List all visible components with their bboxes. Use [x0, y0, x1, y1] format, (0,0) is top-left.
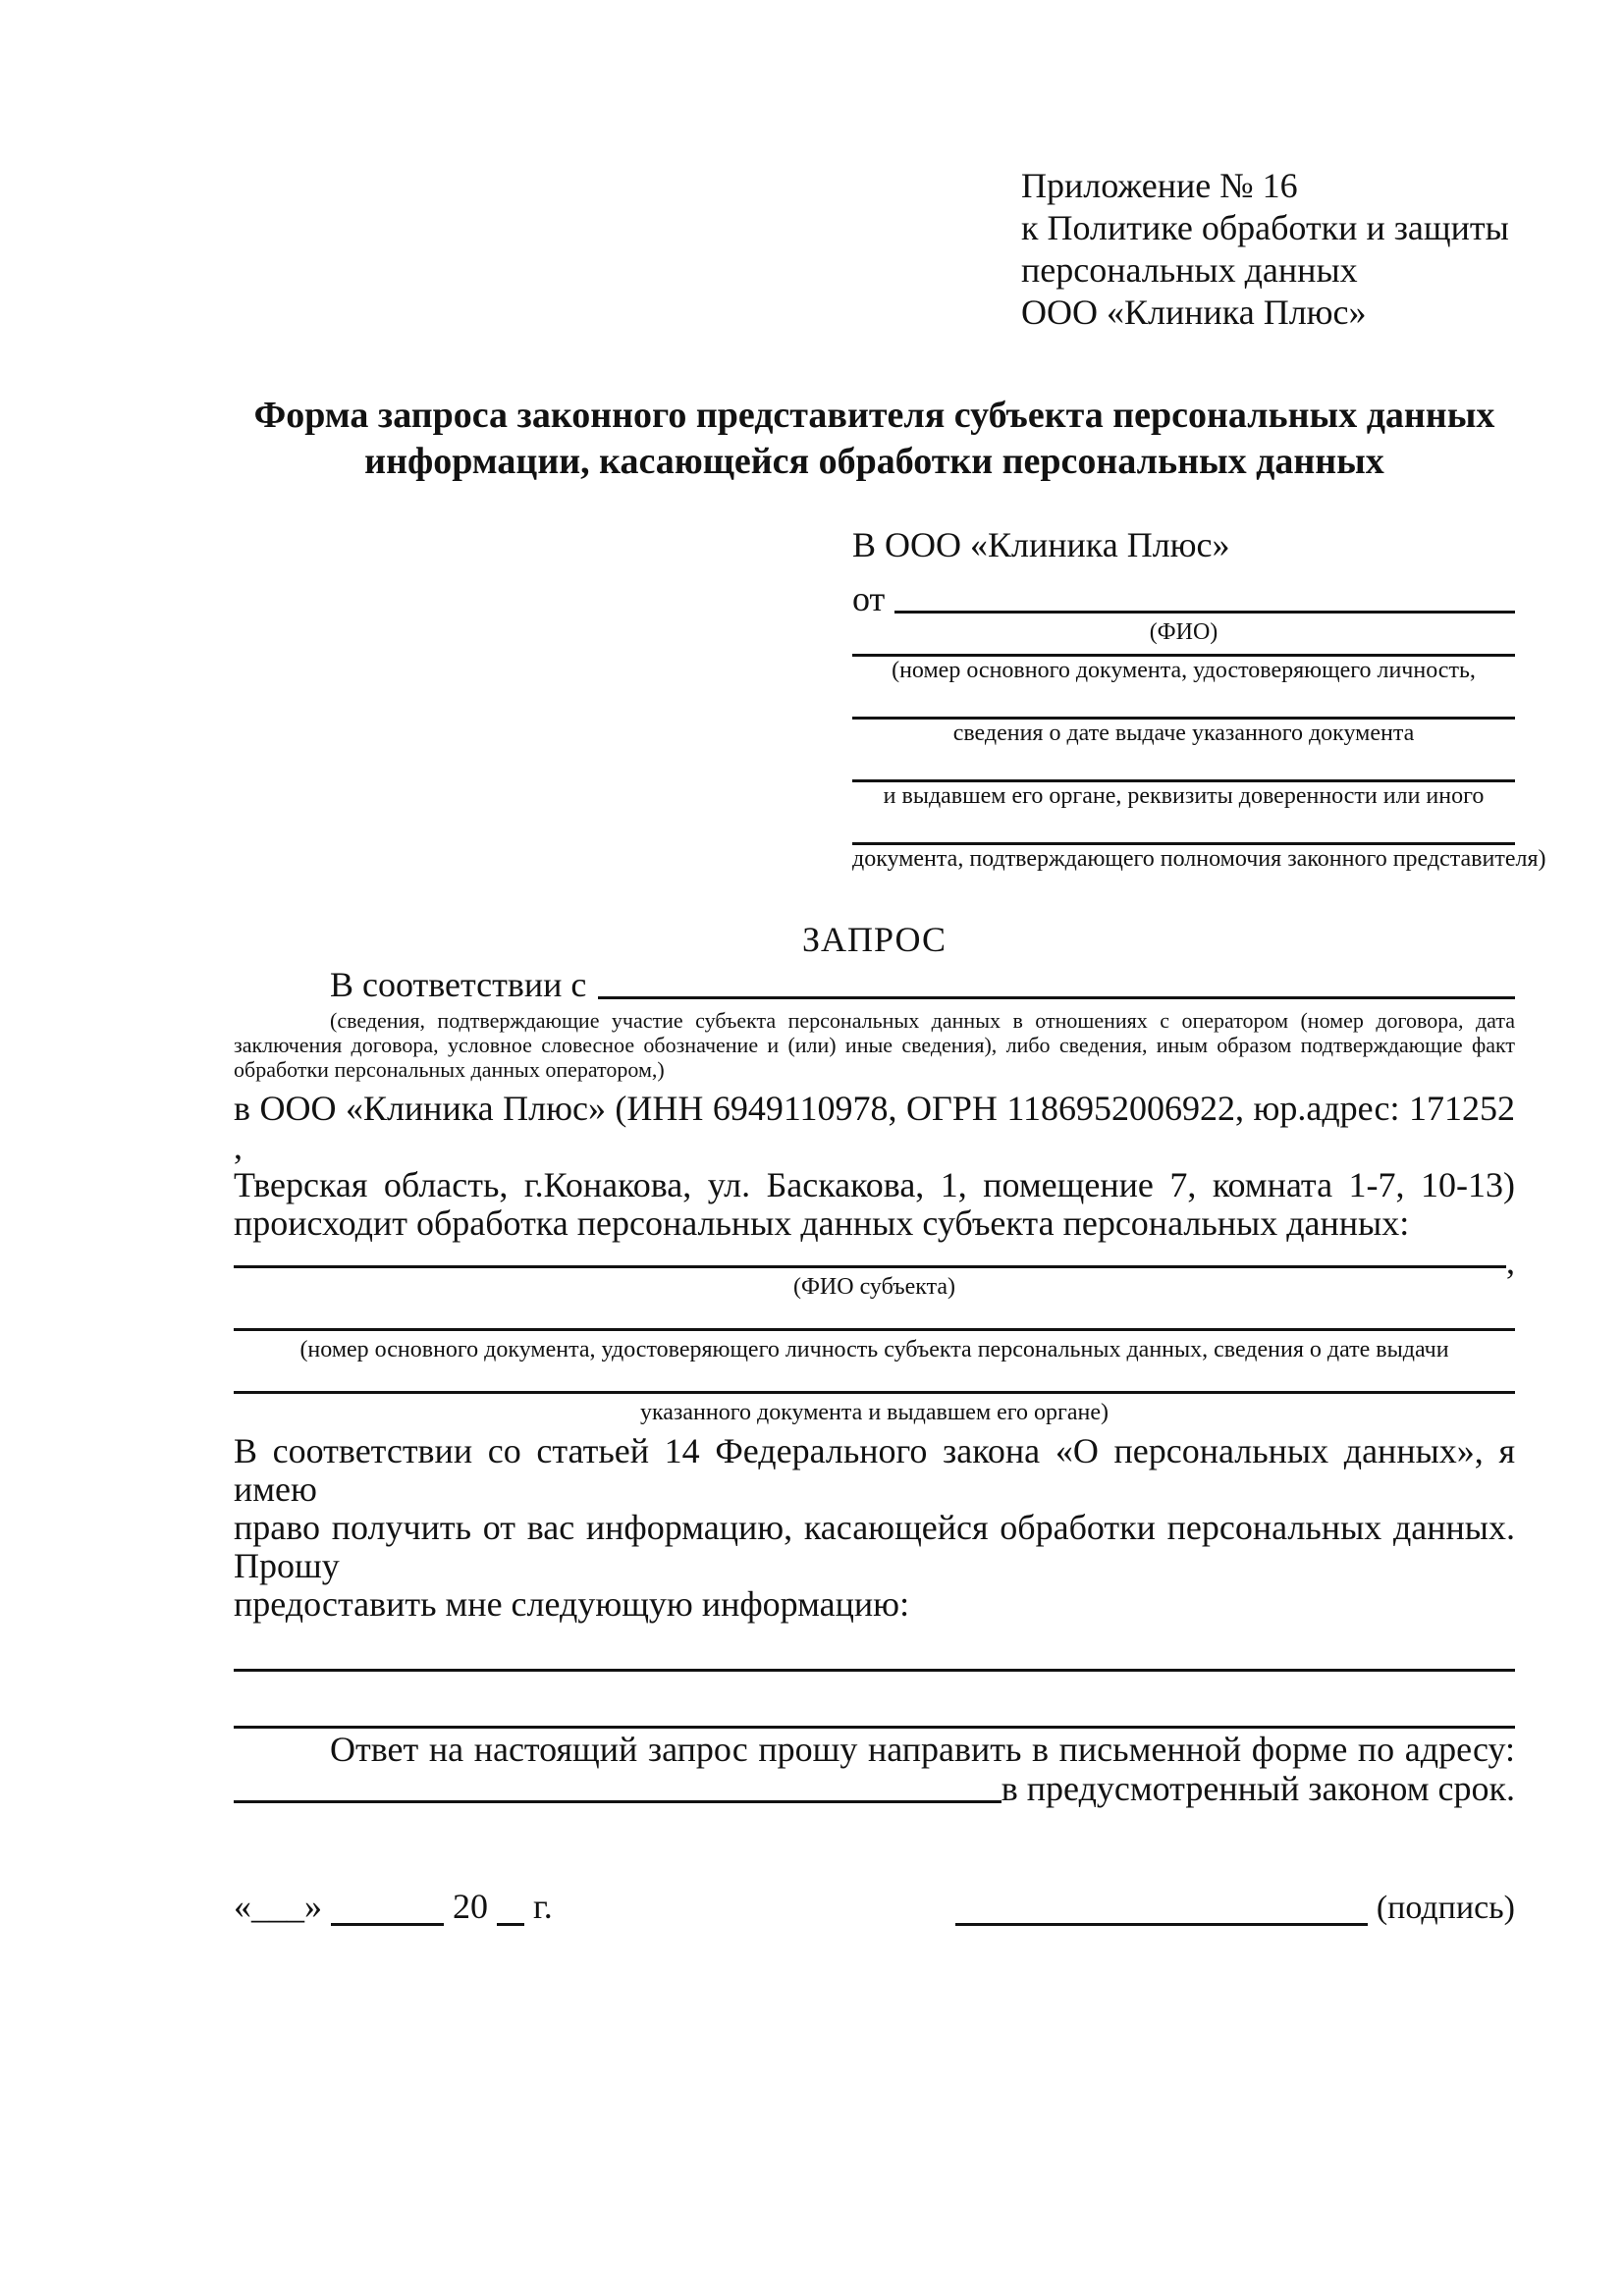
appendix-line: персональных данных	[1021, 250, 1358, 290]
date-month-fill-line	[331, 1923, 444, 1926]
document-content	[234, 165, 1546, 1928]
page-title	[234, 393, 1515, 485]
page-title-line: Форма запроса законного представителя субъекта персональных данных	[253, 395, 1495, 436]
from-row	[852, 579, 1515, 618]
accordance-row	[234, 965, 1515, 1004]
operator-paragraph-line: в ООО «Клиника Плюс» (ИНН 6949110978, ОГРН 1186952006922, юр.адрес: 171252 ,	[234, 1089, 1515, 1166]
subject-fio-caption: (ФИО субъекта)	[792, 1274, 956, 1300]
issue-date-caption: сведения о дате выдаче указанного документа	[952, 721, 1415, 746]
authority-document-fill-line	[852, 810, 1515, 845]
signature-block	[955, 1887, 1515, 1928]
subject-fio-fill-line	[234, 1243, 1506, 1268]
date-year-fill-line	[497, 1923, 524, 1926]
authority-document-caption: документа, подтверждающего полномочия законного представителя)	[852, 846, 1546, 872]
accordance-label: В соответствии с	[330, 965, 587, 1004]
signature-caption: (подпись)	[1376, 1890, 1515, 1926]
issuing-authority-fill-line	[852, 747, 1515, 782]
accordance-note-line: обработки персональных данных оператором,)	[234, 1057, 665, 1082]
accordance-note-line: заключения договора, условное словесное обозначение и (или) иные сведения), либо сведения, иным образом подтверждающие факт	[234, 1033, 1515, 1057]
date-year-prefix: 20	[453, 1887, 488, 1926]
information-fill-line-2	[234, 1726, 1515, 1729]
law-paragraph	[234, 1432, 1515, 1624]
subject-fio-comma: ,	[1506, 1242, 1515, 1281]
issuing-authority-caption: и выдавшем его органе, реквизиты доверенности или иного	[883, 783, 1485, 809]
operator-paragraph-line: происходит обработка персональных данных субъекта персональных данных:	[234, 1203, 1410, 1243]
date-line	[234, 1887, 553, 1926]
information-fill-line-1	[234, 1669, 1515, 1672]
accordance-note-line: (сведения, подтверждающие участие субъекта персональных данных в отношениях с оператором (номер договора, дата	[330, 1008, 1515, 1033]
date-year-suffix: г.	[533, 1887, 553, 1926]
document-number-caption: (номер основного документа, удостоверяющего личность,	[892, 658, 1476, 683]
appendix-line: Приложение № 16	[1021, 166, 1298, 205]
signature-fill-line	[955, 1923, 1368, 1926]
issue-date-fill-line	[852, 684, 1515, 720]
law-paragraph-line: предоставить мне следующую информацию:	[234, 1584, 910, 1624]
law-paragraph-line: право получить от вас информацию, касающейся обработки персональных данных. Прошу	[234, 1508, 1515, 1585]
request-heading: ЗАПРОС	[802, 920, 947, 959]
appendix-line: к Политике обработки и защиты	[1021, 208, 1509, 247]
answer-address-row	[234, 1769, 1515, 1808]
operator-paragraph-line: Тверская область, г.Конакова, ул. Баскакова, 1, помещение 7, комната 1-7, 10-13)	[234, 1165, 1515, 1204]
subject-fio-row	[234, 1242, 1515, 1281]
from-label: от	[852, 579, 886, 618]
accordance-fill-line	[598, 965, 1515, 999]
fio-fill-line	[894, 579, 1515, 614]
operator-paragraph	[234, 1090, 1515, 1243]
date-day-quotes: «___»	[234, 1887, 322, 1926]
subject-authority-caption: указанного документа и выдавшем его органе)	[639, 1400, 1110, 1425]
addressee-organization: В ООО «Клиника Плюс»	[852, 525, 1230, 564]
appendix-block	[1021, 165, 1515, 334]
footer-row	[234, 1887, 1515, 1928]
accordance-note	[234, 1008, 1515, 1082]
document-number-fill-line	[852, 646, 1515, 657]
subject-document-caption: (номер основного документа, удостоверяющего личность субъекта персональных данных, сведения о дате выдачи	[299, 1337, 1449, 1362]
answer-address-fill-line	[234, 1769, 1001, 1803]
law-paragraph-line: В соответствии со статьей 14 Федерального закона «О персональных данных», я имею	[234, 1431, 1515, 1509]
subject-document-row	[234, 1301, 1515, 1336]
answer-paragraph-line: Ответ на настоящий запрос прошу направить в письменной форме по адресу:	[330, 1730, 1515, 1769]
appendix-line: ООО «Клиника Плюс»	[1021, 293, 1367, 332]
fio-caption: (ФИО)	[1149, 619, 1218, 645]
addressee-block	[852, 524, 1546, 873]
answer-suffix: в предусмотренный законом срок.	[1001, 1769, 1515, 1808]
subject-document-fill-line	[234, 1301, 1515, 1331]
subject-authority-fill-line	[234, 1363, 1515, 1394]
subject-authority-row	[234, 1363, 1515, 1399]
page-title-line: информации, касающейся обработки персональных данных	[364, 441, 1384, 482]
